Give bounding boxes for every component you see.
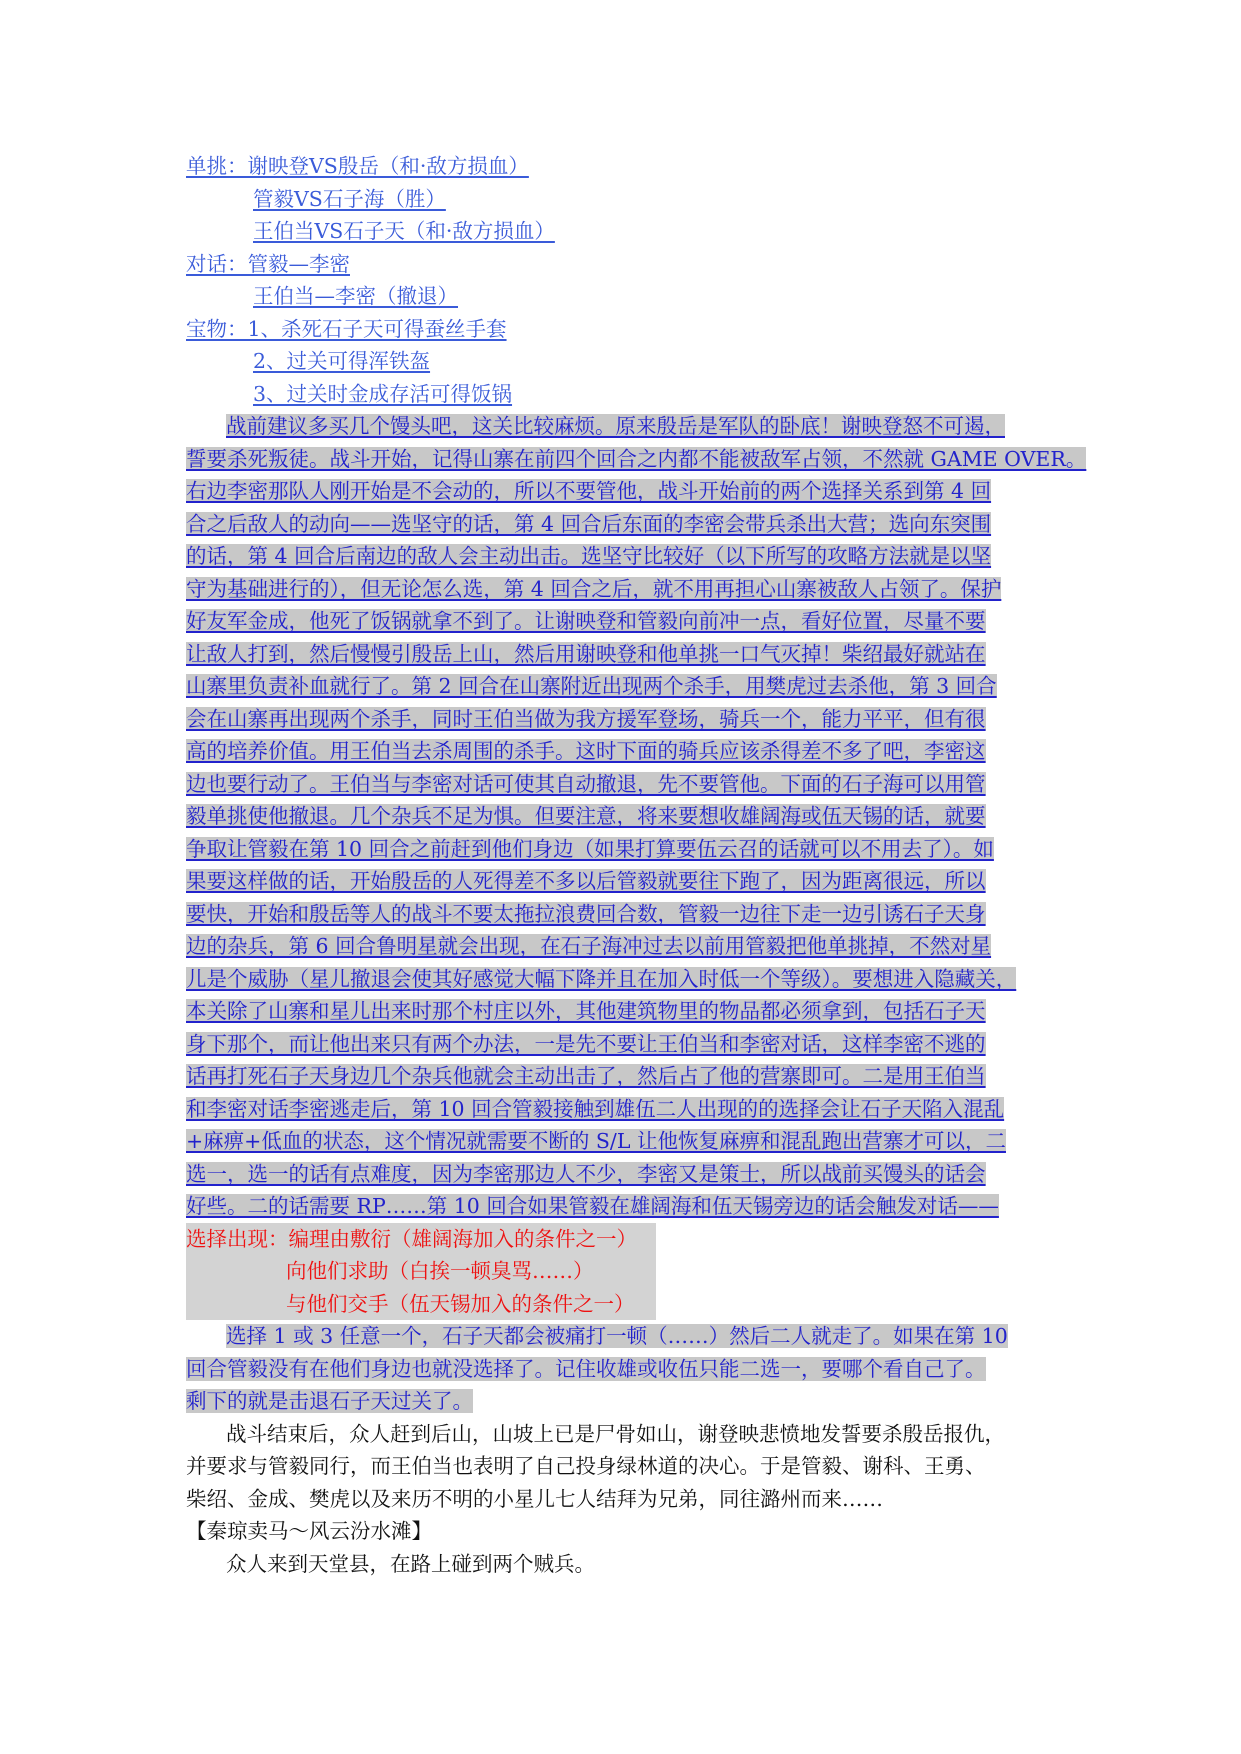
guide-line: 好友军金成，他死了饭锅就拿不到了。让谢映登和管毅向前冲一点，看好位置，尽量不要: [186, 609, 986, 633]
guide-line: 高的培养价值。用王伯当去杀周围的杀手。这时下面的骑兵应该杀得差不多了吧，李密这: [186, 739, 986, 763]
guide-line: 边也要行动了。王伯当与李密对话可使其自动撤退，先不要管他。下面的石子海可以用管: [186, 771, 986, 796]
section-title: 【秦琼卖马～风云汾水滩】: [186, 1519, 432, 1543]
guide-line: 本关除了山寨和星儿出来时那个村庄以外，其他建筑物里的物品都必须拿到，包括石子天: [186, 999, 986, 1023]
guide-paragraph: [186, 410, 1087, 1223]
info-block: [186, 150, 1066, 410]
guide-line: 选一，选一的话有点难度，因为李密那边人不少，李密又是策士，所以战前买馒头的话会: [186, 1161, 986, 1186]
guide-line: 争取让管毅在第 10 回合之前赶到他们身边（如果打算要伍云召的话就可以不用去了）。如: [186, 836, 994, 861]
guide-line: 右边李密那队人刚开始是不会动的，所以不要管他，战斗开始前的两个选择关系到第 4 回: [186, 479, 992, 503]
story-line: 战斗结束后，众人赶到后山，山坡上已是尸骨如山，谢登映悲愤地发誓要杀殷岳报仇，: [226, 1421, 1005, 1446]
choice-line-3: [186, 1288, 1066, 1321]
info-line-treasure-2[interactable]: 2、过关可得浑铁盔: [253, 349, 431, 373]
guide-line: 战前建议多买几个馒头吧，这关比较麻烦。原来殷岳是军队的卧底！谢映登怒不可遏，: [226, 414, 1005, 438]
choice-option-1: 编理由敷衍（雄阔海加入的条件之一）: [288, 1226, 637, 1251]
info-line-duel-2[interactable]: 管毅VS石子海（胜）: [253, 186, 446, 211]
guide-line: 山寨里负责补血就行了。第 2 回合在山寨附近出现两个杀手，用樊虎过去杀他，第 3 回合: [186, 674, 997, 698]
guide-line: 合之后敌人的动向——选坚守的话，第 4 回合后东面的李密会带兵杀出大营；选向东突围: [186, 511, 992, 536]
story-line: 柴绍、金成、樊虎以及来历不明的小星儿七人结拜为兄弟，同往潞州而来……: [186, 1486, 883, 1511]
guide-line: 身下那个，而让他出来只有两个办法，一是先不要让王伯当和李密对话，这样李密不逃的: [186, 1031, 986, 1056]
guide-line: 儿是个威胁（星儿撤退会使其好感觉大幅下降并且在加入时低一个等级）。要想进入隐藏关，: [186, 966, 1017, 991]
info-line-treasure-3[interactable]: 3、过关时金成存活可得饭锅: [253, 381, 513, 406]
after-paragraph: [186, 1320, 1066, 1418]
guide-line: 的话，第 4 回合后南边的敌人会主动出击。选坚守比较好（以下所写的攻略方法就是以坚: [186, 544, 992, 568]
info-line-duel-3[interactable]: 王伯当VS石子天（和·敌方损血）: [253, 219, 555, 243]
guide-line: 会在山寨再出现两个杀手，同时王伯当做为我方援军登场，骑兵一个，能力平平，但有很: [186, 706, 986, 731]
story-paragraph: [186, 1418, 1066, 1516]
guide-line: 守为基础进行的），但无论怎么选，第 4 回合之后，就不用再担心山寨被敌人占领了。保护: [186, 576, 1002, 601]
choice-option-2: 向他们求助（白挨一顿臭骂……）: [286, 1259, 594, 1283]
after-line: 回合管毅没有在他们身边也就没选择了。记住收雄或收伍只能二选一，要哪个看自己了。: [186, 1356, 986, 1381]
guide-line: 毅单挑使他撤退。几个杂兵不足为惧。但要注意，将来要想收雄阔海或伍天锡的话，就要: [186, 804, 986, 828]
guide-line: +麻痹+低血的状态，这个情况就需要不断的 S/L 让他恢复麻痹和混乱跑出营寨才可以，二: [186, 1129, 1006, 1153]
document-page: [186, 150, 1087, 1580]
choice-line-1: [186, 1223, 1066, 1256]
choice-block: [186, 1223, 1066, 1321]
choice-label: 选择出现：: [186, 1226, 289, 1251]
info-line-dialogue-2[interactable]: 王伯当—李密（撤退）: [253, 284, 458, 308]
info-line-treasure-1[interactable]: 宝物：1、杀死石子天可得蚕丝手套: [186, 316, 507, 341]
guide-line: 边的杂兵，第 6 回合鲁明星就会出现，在石子海冲过去以前用管毅把他单挑掉，不然对星: [186, 934, 992, 958]
after-line: 选择 1 或 3 任意一个，石子天都会被痛打一顿（……）然后二人就走了。如果在第 10: [226, 1324, 1008, 1348]
guide-line: 誓要杀死叛徒。战斗开始，记得山寨在前四个回合之内都不能被敌军占领，不然就 GAME OVER。: [186, 446, 1087, 471]
section-first-line: 众人来到天堂县，在路上碰到两个贼兵。: [226, 1551, 595, 1576]
guide-line: 让敌人打到，然后慢慢引殷岳上山，然后用谢映登和他单挑一口气灭掉！柴绍最好就站在: [186, 641, 986, 666]
choice-line-2: [186, 1255, 1066, 1288]
story-line: 并要求与管毅同行，而王伯当也表明了自己投身绿林道的决心。于是管毅、谢科、王勇、: [186, 1454, 986, 1478]
guide-line: 果要这样做的话，开始殷岳的人死得差不多以后管毅就要往下跑了，因为距离很远，所以: [186, 869, 986, 893]
info-line-duel-1[interactable]: 单挑：谢映登VS殷岳（和·敌方损血）: [186, 154, 529, 178]
after-line: 剩下的就是击退石子天过关了。: [186, 1389, 473, 1413]
guide-line: 和李密对话李密逃走后，第 10 回合管毅接触到雄伍二人出现的的选择会让石子天陷入混乱: [186, 1096, 1005, 1121]
guide-line: 好些。二的话需要 RP……第 10 回合如果管毅在雄阔海和伍天锡旁边的话会触发对话——: [186, 1194, 999, 1218]
guide-line: 要快，开始和殷岳等人的战斗不要太拖拉浪费回合数，管毅一边往下走一边引诱石子天身: [186, 901, 986, 926]
guide-line: 话再打死石子天身边几个杂兵他就会主动出击了，然后占了他的营寨即可。二是用王伯当: [186, 1064, 986, 1088]
info-line-dialogue-1[interactable]: 对话：管毅—李密: [186, 251, 350, 276]
choice-option-3: 与他们交手（伍天锡加入的条件之一）: [286, 1291, 635, 1316]
